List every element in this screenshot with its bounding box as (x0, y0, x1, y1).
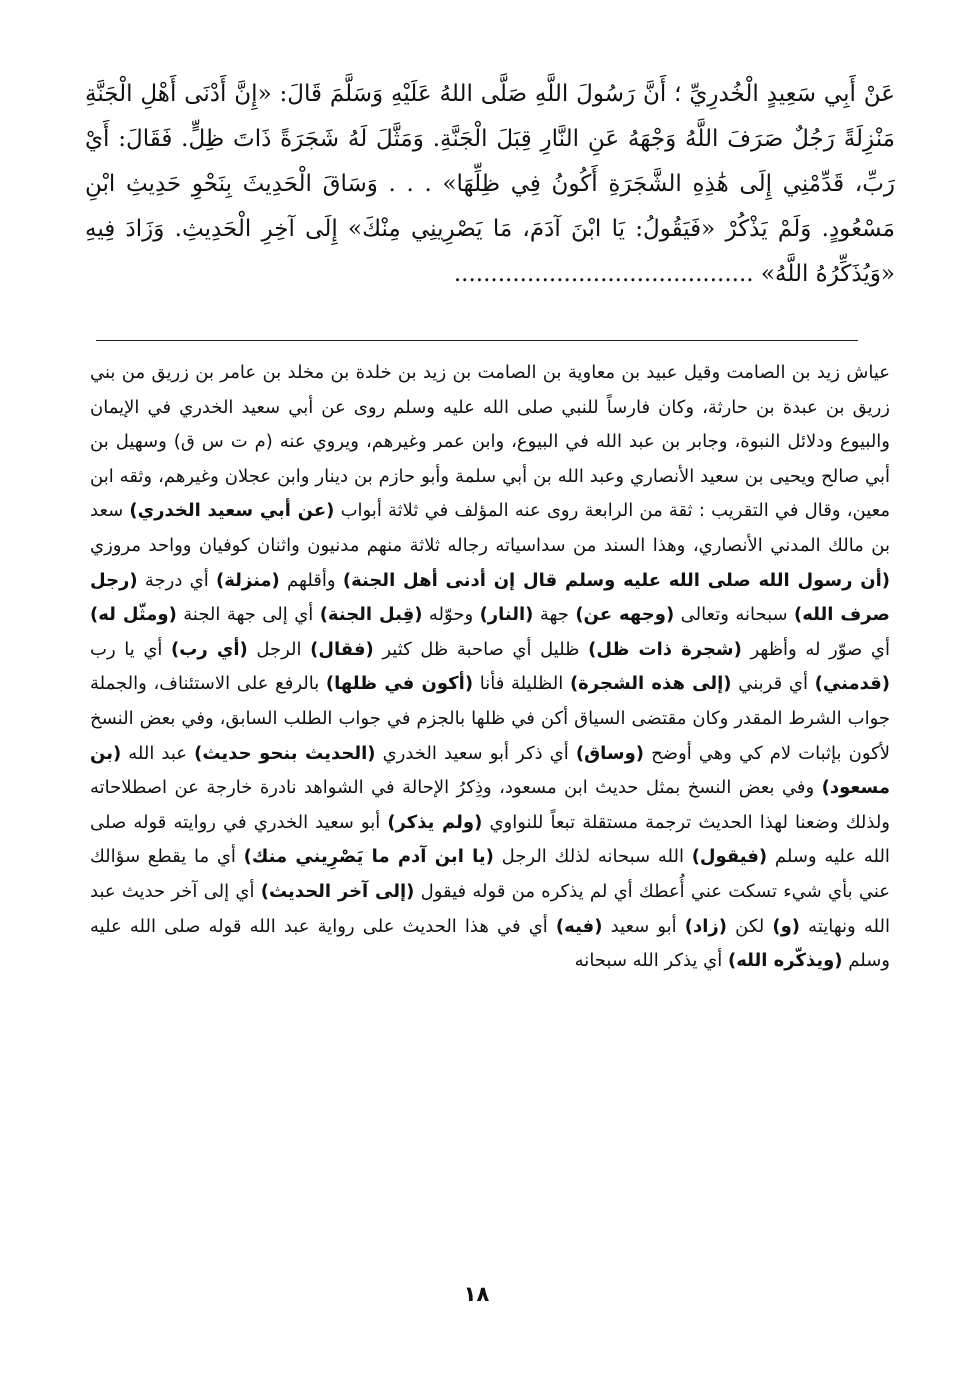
commentary-segment: أي في هذا الحديث على رواية عبد الله قوله صلى الله عليه وسلم (90, 915, 890, 972)
commentary-quote: (بن مسعود) (90, 742, 890, 799)
commentary-quote: (زاد) (684, 915, 727, 937)
commentary-segment: أبو سعيد الخدري في روايته قوله صلى الله عليه وسلم (90, 811, 890, 868)
commentary-segment: الله سبحانه لذلك الرجل (501, 846, 684, 868)
commentary-quote: (الحديث بنحو حديث) (194, 742, 376, 764)
commentary-quote: (النار) (479, 604, 534, 626)
page-number: ١٨ (463, 1282, 490, 1306)
commentary-segment: الرجل (256, 638, 302, 660)
commentary-quote: (أي رب) (171, 638, 248, 660)
commentary-segment: أي ذكر أبو سعيد الخدري (382, 742, 569, 764)
commentary-quote: (فيه) (555, 915, 603, 937)
commentary-quote: (أكون في ظلها) (325, 673, 474, 695)
commentary-segment: لكن (735, 915, 765, 937)
hadith-body: عَنْ أَبِي سَعِيدٍ الْخُدرِيِّ ؛ أَنَّ رَسُولَ اللَّهِ صَلَّى اللهُ عَلَيْهِ وَسَلَّمَ قَالَ: «إِنَّ أَدْنَى أَهْلِ الْجَنَّةِ مَنْزِلَةً رَجُلٌ صَرَفَ اللَّهُ وَجْهَهُ عَنِ النَّارِ قِبَلَ الْجَنَّةِ. وَمَثَّلَ لَهُ شَجَرَةً ذَاتَ ظِلٍّ. فَقَالَ: أَيْ رَبِّ، قَدِّمْنِي إِلَى هَٰذِهِ الشَّجَرَةِ أَكُونُ فِي ظِلِّهَا» . . . وَسَاقَ الْحَدِيثَ بِنَحْوِ حَدِيثِ ابْنِ مَسْعُودٍ. وَلَمْ يَذْكُرْ «فَيَقُولُ: يَا ابْنَ آدَمَ، مَا يَصْرِينِي مِنْكَ» إِلَى آخِرِ الْحَدِيثِ. وَزَادَ فِيهِ «وَيُذَكِّرُهُ اللَّهُ» (85, 81, 895, 287)
hadith-text (85, 72, 895, 297)
commentary-quote: (عن أبي سعيد الخدري) (129, 500, 335, 522)
commentary-quote: (قدمني) (814, 673, 890, 695)
commentary-quote: (أن رسول الله صلى الله عليه وسلم قال إن أدنى أهل الجنة) (342, 569, 890, 591)
commentary-segment: أي قربني (738, 673, 808, 695)
commentary-segment: بالرفع على الاستئناف، والجملة جواب الشرط المقدر وكان مقتضى السياق أكن في ظلها بالجزم في جواب الطلب السابق، وفي بعض النسخ لأكون بإثبات لام كي وهي أوضح (90, 673, 890, 764)
commentary-quote: (قِبل الجنة) (319, 604, 423, 626)
commentary-quote: (ولم يذكر) (387, 811, 483, 833)
commentary-segment: أي ما يقطع سؤالك عني بأي شيء تسكت عني أُعطك أي لم يذكره من قوله فيقول (90, 846, 890, 902)
commentary-segment: الظليلة فأنا (479, 673, 564, 695)
commentary-segment: ظليل أي صاحبة ظل كثير (382, 638, 580, 660)
footnote-separator (96, 340, 858, 341)
commentary-quote: (منزلة) (215, 569, 280, 591)
hadith-ellipsis-dots: ......................................... (453, 261, 754, 287)
commentary-segment: أي يذكر الله سبحانه (574, 950, 723, 972)
commentary-segment: جهة (539, 604, 569, 626)
commentary-quote: (فيقول) (691, 846, 768, 868)
commentary-quote: (ويذكّره الله) (727, 950, 843, 972)
commentary-quote: (شجرة ذات ظل) (588, 638, 742, 660)
commentary-segment: أبو سعيد (610, 915, 677, 937)
commentary-segment: عبد الله (128, 742, 188, 764)
commentary-quote: (و) (772, 915, 801, 937)
commentary-segment: سعد بن مالك المدني الأنصاري، وهذا السند من سداسياته رجاله ثلاثة منهم مدنيون واثنان كوفيان وواحد مروزي (90, 500, 890, 556)
commentary-segment: أي درجة (144, 569, 209, 591)
commentary-quote: (فقال) (310, 638, 374, 660)
commentary-quote: (إلى هذه الشجرة) (569, 673, 732, 695)
commentary-quote: (وساق) (575, 742, 645, 764)
commentary-segment: أي إلى جهة الجنة (183, 604, 314, 626)
commentary-segment: وأقلهم (287, 569, 336, 591)
commentary-quote: (ومثّل له) (90, 604, 177, 626)
commentary-segment: سبحانه وتعالى (680, 604, 788, 626)
commentary-quote: (يا ابن آدم ما يَصْرِيني منك) (243, 846, 494, 868)
commentary-text (90, 356, 890, 979)
commentary-segment: وحوّله (428, 604, 474, 626)
commentary-segment: أي إلى آخر حديث عبد الله ونهايته (90, 880, 890, 937)
commentary-segment: أي يا رب (90, 638, 163, 660)
commentary-quote: (إلى آخر الحديث) (260, 880, 415, 902)
commentary-quote: (وجهه عن) (575, 604, 675, 626)
commentary-segment: عياش زيد بن الصامت وقيل عبيد بن معاوية بن الصامت بن زيد بن خلدة بن مخلد بن عامر بن زريق من بني زريق بن عبدة بن حارثة، وكان فارساً للنبي صلى الله عليه وسلم روى عن أبي سعيد الخدري في الإيمان والبيوع ودلائل النبوة، وجابر بن عبد الله في البيوع، وابن عمر وغيرهم، ويروي عنه (م ت س ق) وسهيل بن أبي صالح ويحيى بن سعيد الأنصاري وعبد الله بن أبي سلمة وأبو حازم بن دينار وابن عجلان وغيرهم، وثقه ابن معين، وقال في التقريب : ثقة من الرابعة روى عنه المؤلف في ثلاثة أبواب (90, 362, 890, 522)
commentary-segment: أي صوّر له وأظهر (750, 638, 891, 660)
commentary-segment: وفي بعض النسخ بمثل حديث ابن مسعود، وذِكرُ الإحالة في الشواهد نادرة خارجة عن اصطلاحاته ولذلك وضعنا لهذا الحديث ترجمة مستقلة تبعاً للنواوي (90, 777, 890, 833)
commentary-quote: (رجل صرف الله) (90, 569, 890, 626)
